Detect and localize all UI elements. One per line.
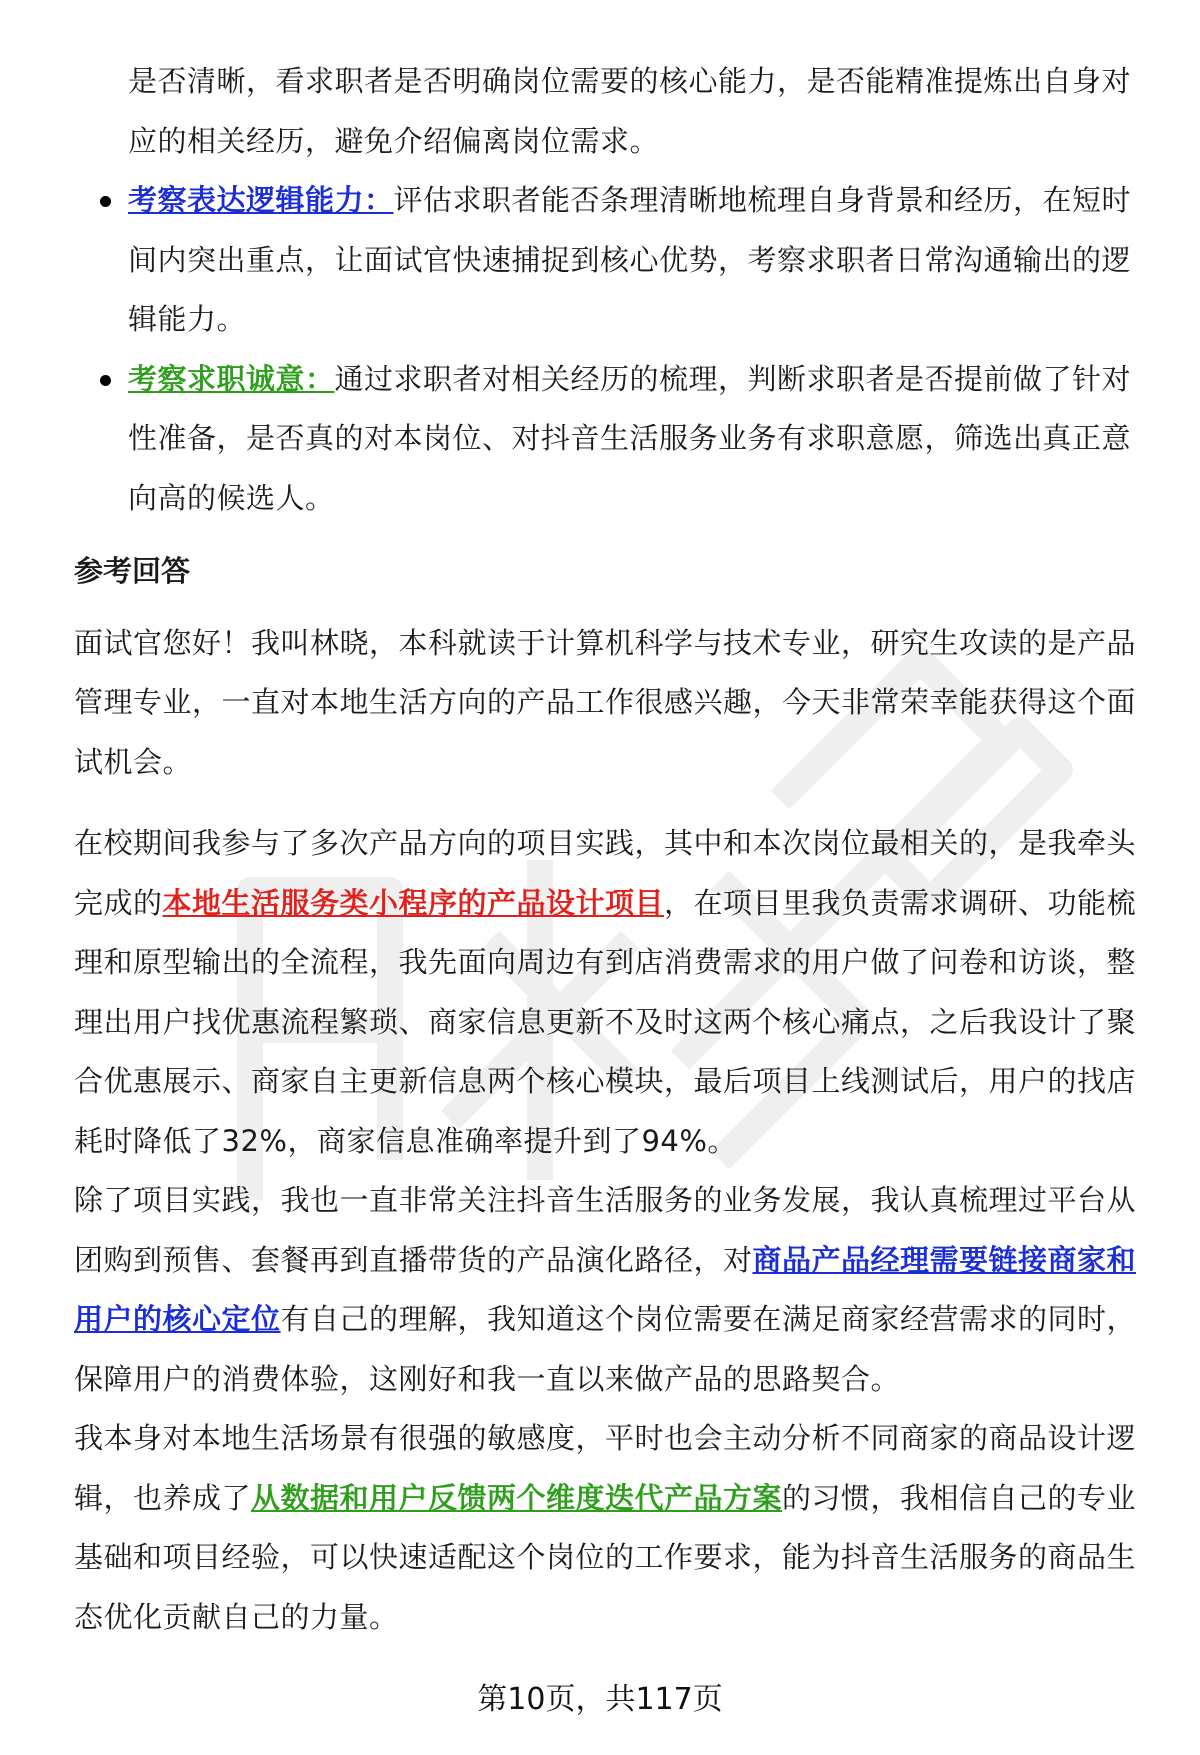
answer-text: 在校期间我参与了多次产品方向的项目实践，其中和本次岗位最相关的，是我牵头完成的	[74, 826, 1137, 920]
section-title: 参考回答	[74, 554, 191, 588]
answer-text: 我本身对本地生活场景有很强的敏感度，平时也会主动分析不同商家的商品设计逻辑，也养成了	[74, 1421, 1137, 1515]
bullet-label-logic: 考察表达逻辑能力：	[128, 183, 394, 217]
bullet-item-sincerity	[74, 350, 1144, 529]
highlight-iteration: 从数据和用户反馈两个维度迭代产品方案	[251, 1480, 783, 1515]
page-number-footer: 第10页，共117页	[477, 1682, 723, 1717]
answer-paragraph-closing	[74, 1409, 1144, 1647]
bullet-paragraph	[128, 171, 1144, 350]
bullet-dot-icon	[100, 196, 111, 207]
bullet-dot-icon	[100, 375, 111, 386]
answer-text: ，在项目里我负责需求调研、功能梳理和原型输出的全流程，我先面向周边有到店消费需求的用户做了问卷和访谈，整理出用户找优惠流程繁琐、商家信息更新不及时这两个核心痛点，之后我设计了聚合优惠展示、商家自主更新信息两个核心模块，最后项目上线测试后，用户的找店耗时降低了32%，商家信息准确率提升到了94%。	[74, 885, 1137, 1158]
bullet-paragraph	[128, 350, 1144, 529]
bullet-text-sincerity: 通过求职者对相关经历的梳理，判断求职者是否提前做了针对性准备，是否真的对本岗位、对抖音生活服务业务有求职意愿，筛选出真正意向高的候选人。	[128, 361, 1132, 515]
document-content	[74, 52, 1144, 1647]
bullet-text-logic: 评估求职者能否条理清晰地梳理自身背景和经历，在短时间内突出重点，让面试官快速捕捉到核心优势，考察求职者日常沟通输出的逻辑能力。	[128, 183, 1132, 336]
answer-text: 的习惯，我相信自己的专业基础和项目经验，可以快速适配这个岗位的工作要求，能为抖音生活服务的商品生态优化贡献自己的力量。	[74, 1480, 1137, 1634]
answer-paragraph-intro: 面试官您好！我叫林晓，本科就读于计算机科学与技术专业，研究生攻读的是产品管理专业，一直对本地生活方向的产品工作很感兴趣，今天非常荣幸能获得这个面试机会。	[74, 625, 1137, 779]
bullet-label-sincerity: 考察求职诚意：	[128, 361, 335, 396]
bullet-item-logic	[74, 171, 1144, 350]
answer-paragraph-project	[74, 814, 1144, 1171]
answer-text: 有自己的理解，我知道这个岗位需要在满足商家经营需求的同时，保障用户的消费体验，这刚好和我一直以来做产品的思路契合。	[74, 1302, 1137, 1396]
highlight-positioning: 商品产品经理需要链接商家和用户的核心定位	[74, 1242, 1137, 1336]
bullet-continuation-text: 是否清晰，看求职者是否明确岗位需要的核心能力，是否能精准提炼出自身对应的相关经历，避免介绍偏离岗位需求。	[128, 64, 1132, 158]
answer-text: 除了项目实践，我也一直非常关注抖音生活服务的业务发展，我认真梳理过平台从团购到预售、套餐再到直播带货的产品演化路径，对	[74, 1183, 1137, 1277]
highlight-project: 本地生活服务类小程序的产品设计项目	[162, 885, 665, 920]
answer-paragraph-business	[74, 1171, 1144, 1409]
